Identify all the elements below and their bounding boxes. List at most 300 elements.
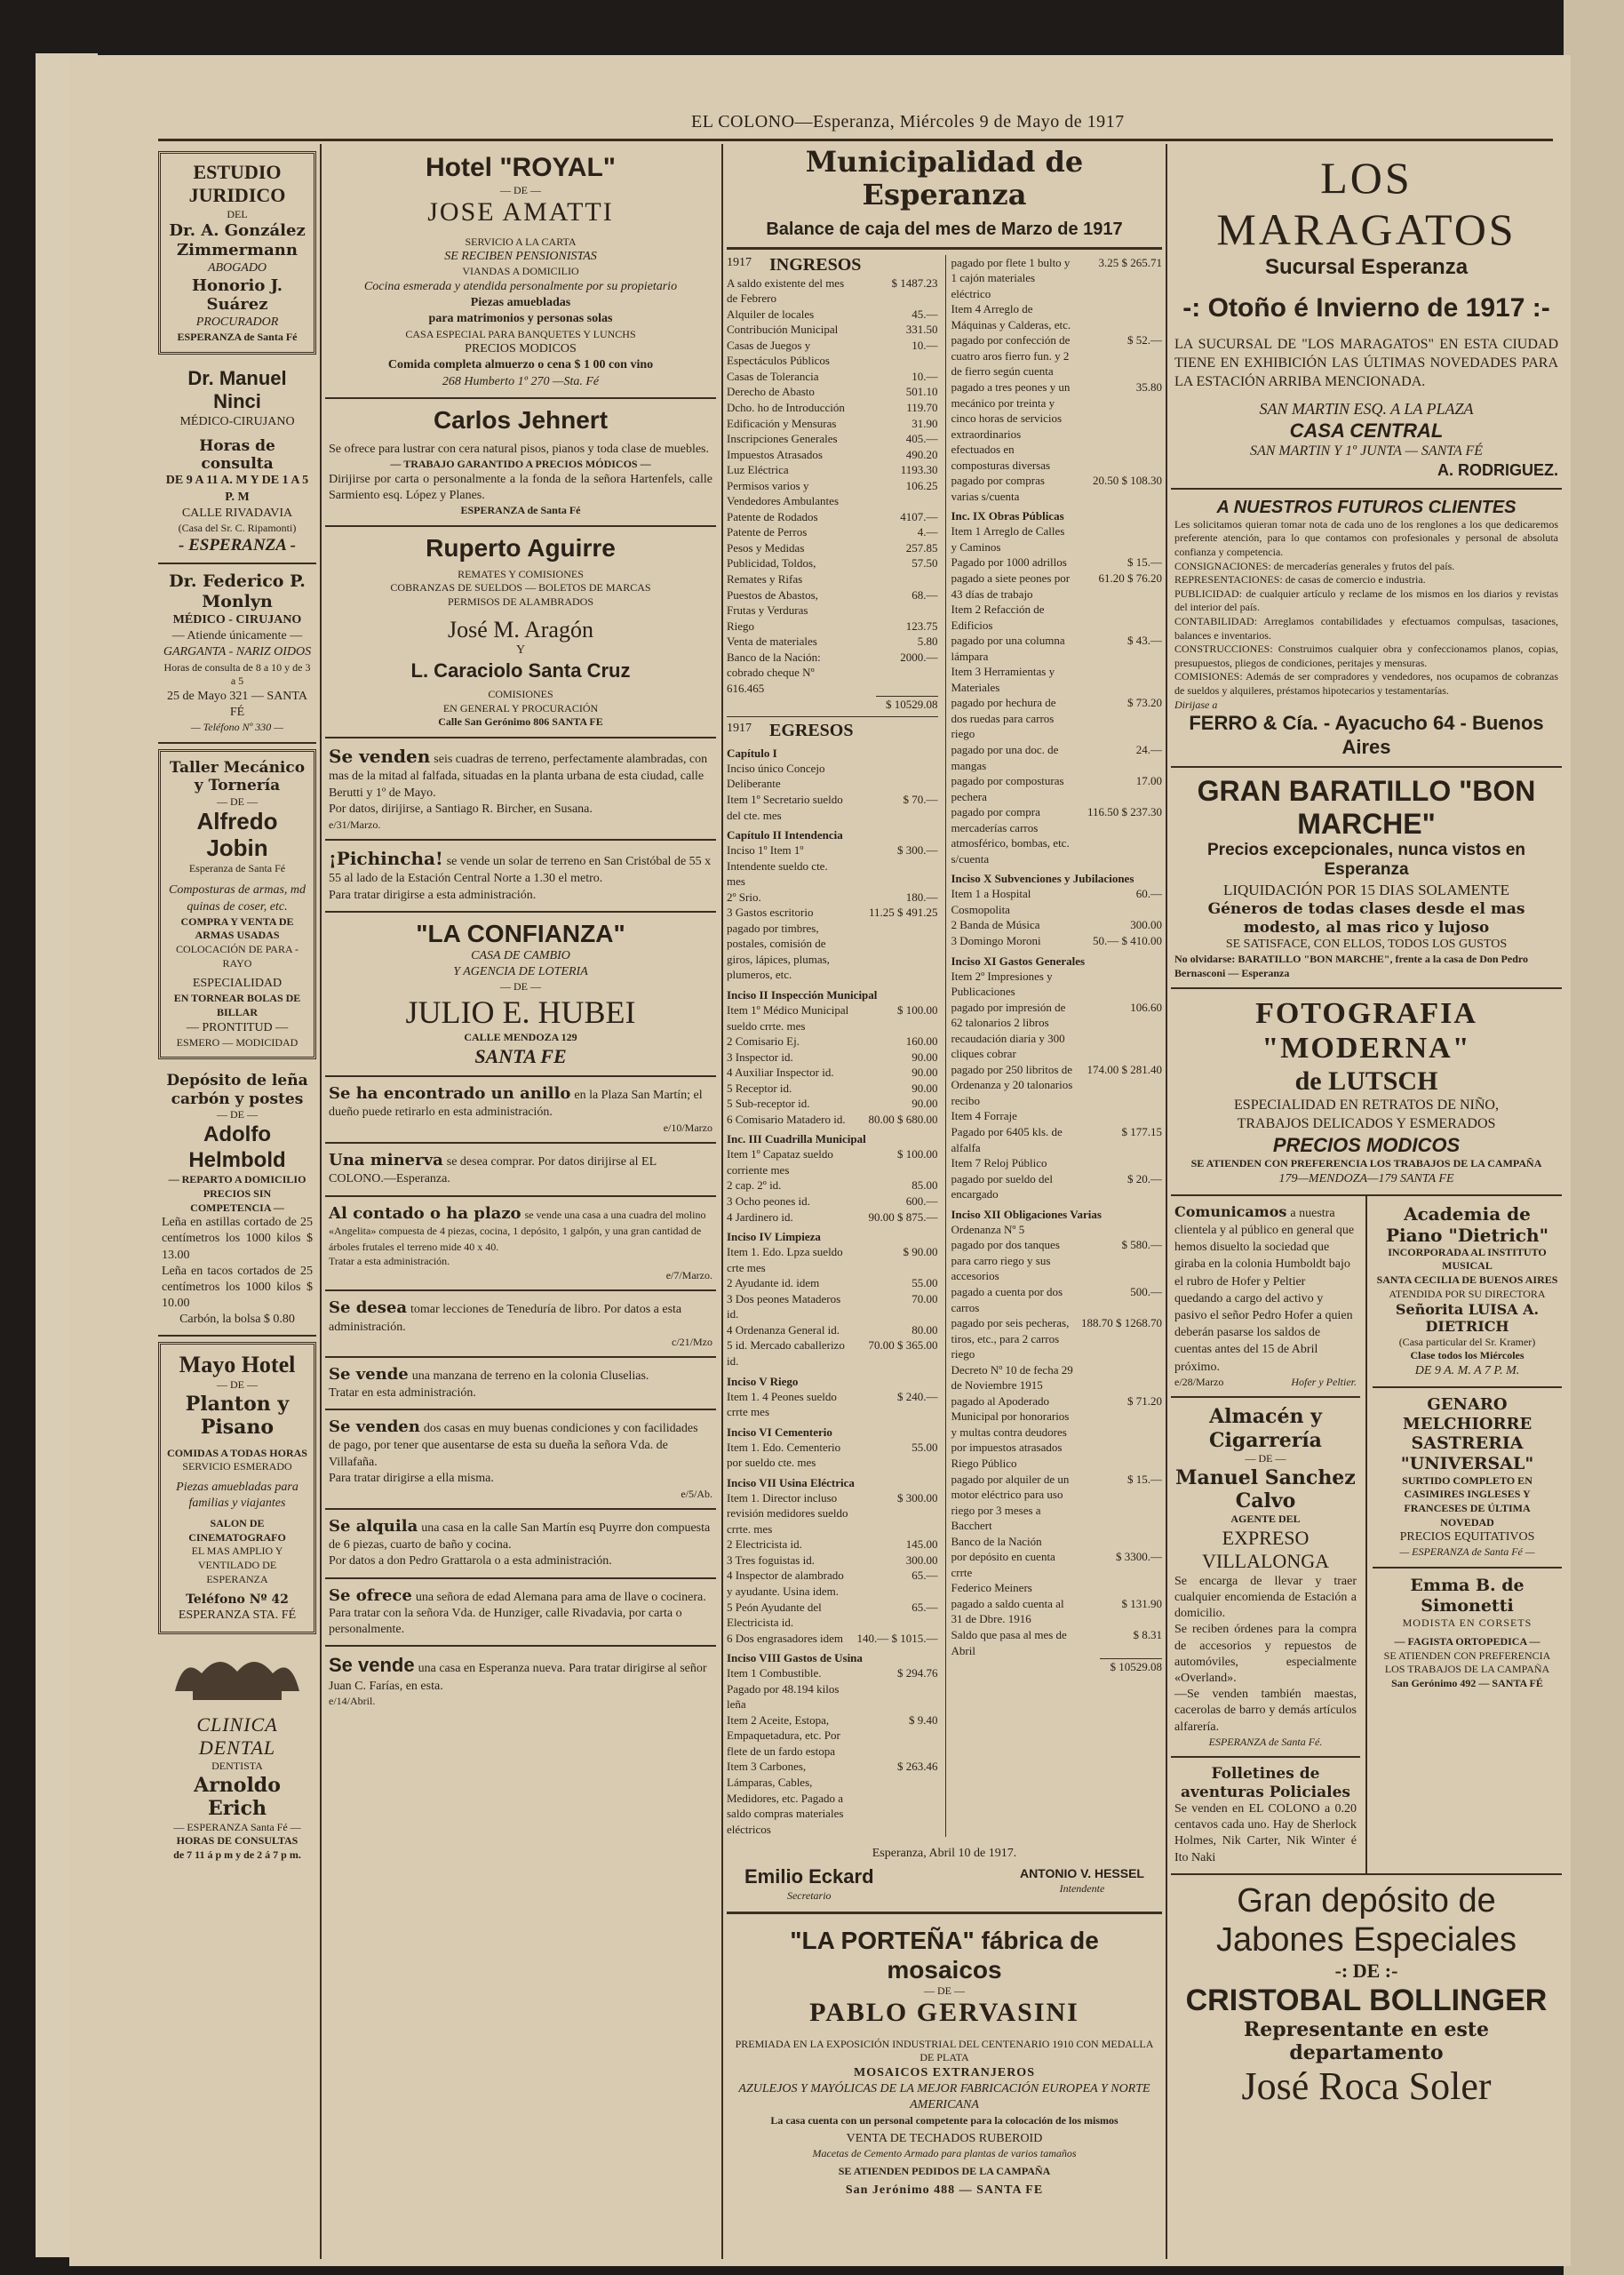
service-item: PUBLICIDAD: de cualquier artículo y reclame de los mismos en los diarios y revistas del interior del país. xyxy=(1174,587,1558,614)
classified-head: Al contado o ha plazo xyxy=(329,1203,521,1223)
ledger-row xyxy=(727,890,938,906)
classified-text: Para tratar con la señora Vda. de Hunziger, calle Rivadavia, por carta o personalmente. xyxy=(329,1606,682,1637)
ledger-row xyxy=(727,1209,938,1225)
ledger-row xyxy=(727,1050,938,1066)
ledger-label: pagado a tres peones y un mecánico por treinta y cinco horas de servicios extraordinarios efectuados en composturas diversas xyxy=(951,379,1071,472)
classified-ref: c/21/Mzo xyxy=(672,1335,712,1348)
ad-text: Horas de consulta xyxy=(199,436,275,474)
ledger-subsection: Inciso V Riego xyxy=(727,1374,799,1388)
ledger-value: 119.70 xyxy=(906,400,938,414)
ad-text: — DE — xyxy=(500,183,541,196)
ad-text: EN GENERAL Y PROCURACIÓN xyxy=(442,701,599,714)
ad-text: — Teléfono Nº 330 — xyxy=(191,721,283,734)
service-item: CONTABILIDAD: Arreglamos contabilidades y efectuamos compulsas, tasaciones, balances e inventarios. xyxy=(1174,615,1558,642)
ledger-value: 501.10 xyxy=(905,385,938,399)
ledger-label: Inscripciones Generales xyxy=(727,432,838,446)
ledger-value: $ 8.31 xyxy=(1133,1627,1162,1641)
ad-ninci xyxy=(158,360,316,565)
ad-name: CRISTOBAL BOLLINGER xyxy=(1185,1983,1548,2017)
split-left xyxy=(1171,1196,1367,1873)
ad-text: MÉDICO-CIRUJANO xyxy=(179,414,295,428)
page-header xyxy=(158,107,1553,141)
ledger-row xyxy=(727,1322,938,1338)
ledger-label: Impuestos Atrasados xyxy=(727,447,823,461)
signatures xyxy=(727,1862,1162,1906)
ad-text: SERVICIO ESMERADO xyxy=(182,1460,292,1473)
classified-head: Se vende xyxy=(329,1654,415,1677)
ledger-row xyxy=(727,1146,938,1177)
ledger-value: 3.25 $ 265.71 xyxy=(1098,255,1162,269)
ad-text: SE ATIENDEN CON PREFERENCIA LOS TRABAJOS DE LA CAMPAÑA xyxy=(1190,1157,1542,1170)
ad-title: Depósito de leña carbón y postes xyxy=(166,1072,308,1108)
ledger-label: pagado a siete peones por 43 días de trabajo xyxy=(951,571,1071,601)
ledger-value: 11.25 $ 491.25 xyxy=(868,906,938,920)
ledger-row xyxy=(727,1712,938,1760)
ad-name: Arnoldo Erich xyxy=(194,1774,281,1821)
ledger-value: 85.00 xyxy=(912,1178,938,1193)
classified-se-desea xyxy=(325,1291,716,1358)
ledger-label: Derecho de Abasto xyxy=(727,385,815,399)
ad-text: CASA DE CAMBIO xyxy=(471,948,570,962)
ledger-value: 106.25 xyxy=(905,478,938,492)
column-rule xyxy=(1166,144,1167,2259)
ledger-label: Alquiler de locales xyxy=(727,307,815,321)
classified-se-vende-casa xyxy=(325,1647,716,1715)
ad-text: Géneros de todas clases desde el mas modesto, al mas rico y lujoso xyxy=(1207,900,1525,937)
classified-manzana xyxy=(325,1358,716,1409)
ledger-label: pagado a cuenta por dos carros xyxy=(951,1284,1063,1314)
classified-se-venden xyxy=(325,738,716,841)
ledger-label: Item 7 Reloj Público xyxy=(951,1156,1047,1170)
ledger-value: 61.20 $ 76.20 xyxy=(1098,571,1162,585)
ledger-subsection: Inciso VI Cementerio xyxy=(727,1425,832,1439)
ledger-label: pagado por 250 libritos de Ordenanza y 20 talonarios recibo xyxy=(951,1062,1073,1107)
ledger-row xyxy=(727,587,938,619)
ledger-row xyxy=(727,792,938,823)
ledger-row xyxy=(951,969,1163,1000)
ledger-row xyxy=(951,1237,1163,1284)
ledger-value: 188.70 $ 1268.70 xyxy=(1081,1316,1162,1330)
ledger-value: $ 15.— xyxy=(1127,1472,1162,1486)
ledger-value: 4.— xyxy=(917,525,938,539)
ledger-row xyxy=(727,1553,938,1569)
ledger-label: 6 Comisario Matadero id. xyxy=(727,1112,846,1126)
ledger-row xyxy=(951,1222,1163,1238)
ad-name: Honorio J. Suárez xyxy=(191,275,283,315)
ledger-label: Pesos y Medidas xyxy=(727,540,805,555)
ledger-row xyxy=(727,416,938,432)
ledger-value: 4107.— xyxy=(900,509,938,523)
egresos-heading xyxy=(727,721,938,741)
ledger-value xyxy=(1077,523,1162,555)
ledger-row xyxy=(951,1393,1163,1456)
ledger-value: 5.80 xyxy=(917,635,938,649)
classified-head: Se ofrece xyxy=(329,1585,412,1605)
ledger-label: pagado por impresión de 62 talonarios 2 libros recaudación diaria y 300 cliques cobrar xyxy=(951,1000,1066,1061)
ledger-label: 4 Jardinero id. xyxy=(727,1209,793,1224)
ad-subtitle: Sucursal Esperanza xyxy=(1264,255,1469,279)
ad-academia-piano xyxy=(1373,1196,1562,1388)
classified-ref: e/14/Abril. xyxy=(329,1694,376,1707)
ledger-label: Permisos varios y Vendedores Ambulantes xyxy=(727,478,840,508)
ad-text: CASA CENTRAL xyxy=(1289,419,1444,443)
ad-title: Hotel "ROYAL" xyxy=(425,153,617,182)
ledger-row xyxy=(951,1580,1163,1596)
ledger-subsection: Inciso X Subvenciones y Jubilaciones xyxy=(951,872,1134,886)
ad-folletines xyxy=(1171,1758,1360,1873)
ledger-value: 70.00 xyxy=(912,1291,938,1305)
ad-name: JULIO E. HUBEI xyxy=(405,994,636,1030)
ledger-row xyxy=(727,447,938,463)
ledger-row xyxy=(727,619,938,635)
ad-text: 25 de Mayo 321 — SANTA FÉ xyxy=(167,689,307,719)
ledger-row xyxy=(727,524,938,540)
ingresos-list xyxy=(727,275,938,697)
ad-monlyn xyxy=(158,564,316,743)
ledger-value: 35.80 xyxy=(1135,379,1162,394)
ledger-label: Inciso 1º Item 1º Intendente sueldo cte. mes xyxy=(727,843,828,889)
ledger-label: pagado por una columna lámpara xyxy=(951,634,1065,663)
ledger-label: Riego Público xyxy=(951,1456,1017,1470)
ledger-subsection: Inciso VII Usina Eléctrica xyxy=(727,1475,855,1489)
ledger-label: 2 Ayudante id. idem xyxy=(727,1276,820,1290)
ad-estudio-juridico xyxy=(158,151,316,355)
ad-text: SAN MARTIN ESQ. A LA PLAZA xyxy=(1259,399,1474,418)
ad-text: HORAS DE CONSULTAS xyxy=(176,1834,299,1848)
ledger-row xyxy=(727,338,938,369)
ad-name: JOSE AMATTI xyxy=(427,197,614,228)
classified-head: ¡Pichincha! xyxy=(329,848,443,870)
ledger-subsection: Inciso II Inspección Municipal xyxy=(727,988,878,1002)
ledger-label: 3 Domingo Moroni xyxy=(951,934,1041,948)
ad-title: "LA PORTEÑA" fábrica de mosaicos xyxy=(790,1927,1099,1984)
ledger-value: 490.20 xyxy=(905,447,938,461)
ad-text: TRABAJOS DELICADOS Y ESMERADOS xyxy=(1237,1115,1496,1131)
ledger-value: 90.00 xyxy=(912,1066,938,1080)
ad-text: — TRABAJO GARANTIDO A PRECIOS MÓDICOS — xyxy=(390,458,651,471)
ledger-row xyxy=(727,540,938,556)
ledger-value: 2000.— xyxy=(900,650,938,664)
ad-text: Calle San Gerónimo 806 SANTA FE xyxy=(438,715,603,729)
ad-simonetti xyxy=(1373,1569,1562,1698)
classified-text: a nuestra clientela y al público en general que hemos disuelto la sociedad que giraba en la colonia Humboldt bajo el rubro de Hofer y Peltier quedando a cargo del activo y pasivo el señor Pedro Hofer a quien deberán pasarse los saldos de cuentas antes del 15 de Abril próximo. xyxy=(1174,1206,1355,1374)
ledger-label: 4 Inspector de alambrado y ayudante. Usina idem. xyxy=(727,1569,844,1598)
ad-text: DE 9 A 11 A. M Y DE 1 A 5 P. M xyxy=(165,474,309,504)
ad-text: — DE — xyxy=(217,794,258,808)
column-rule xyxy=(320,144,322,2259)
ad-text: PRECIOS EQUITATIVOS xyxy=(1399,1530,1535,1545)
ad-text: Comida completa almuerzo o cena $ 1 00 con vino xyxy=(387,358,654,372)
ad-text: A. RODRIGUEZ. xyxy=(1437,461,1558,480)
classified-head: Comunicamos xyxy=(1174,1202,1287,1220)
ledger-label: pagado por alquiler de un motor eléctrico para uso riego por 3 meses a Bacchert xyxy=(951,1472,1070,1533)
split-right xyxy=(1373,1196,1562,1873)
classified-text: una casa en la calle San Martín esq Puyrre don compuesta de 6 piezas, cuarto de baño y cocina. xyxy=(329,1521,711,1553)
egresos-list-right xyxy=(951,255,1163,1658)
ad-text: — REPARTO A DOMICILIO xyxy=(168,1173,306,1186)
ledger-label: pagado por una doc. de mangas xyxy=(951,743,1059,772)
ad-text: ESMERO — MODICIDAD xyxy=(176,1035,299,1049)
ledger-label: pagado por sueldo del encargado xyxy=(951,1171,1053,1201)
ledger-label: 2 cap. 2º id. xyxy=(727,1178,782,1193)
ledger-value: $ 90.00 xyxy=(903,1245,938,1259)
ledger-row xyxy=(951,695,1163,742)
ad-text: San Gerónimo 492 — SANTA FÉ xyxy=(1391,1676,1543,1689)
ledger-label: 2 Electricista id. xyxy=(727,1537,802,1552)
ad-name: Dr. Federico P. Monlyn xyxy=(169,571,306,612)
ledger-row xyxy=(727,1034,938,1050)
ad-name: Alfredo Jobin xyxy=(196,808,278,861)
column-4 xyxy=(1171,146,1562,2117)
classified-text: Para tratar dirigirse a ella misma. xyxy=(329,1472,494,1486)
ad-text: 268 Humberto 1º 270 —Sta. Fé xyxy=(442,374,600,388)
ad-name: Adolfo Helmbold xyxy=(188,1122,286,1172)
ledger-value: $ 177.15 xyxy=(1121,1125,1162,1139)
ledger-label: 2 Comisario Ej. xyxy=(727,1034,800,1049)
classified-signature: Hofer y Peltier. xyxy=(1291,1375,1357,1388)
ad-title: Ruperto Aguirre xyxy=(426,533,616,562)
ledger-row xyxy=(951,1062,1163,1109)
ad-text: — DE — xyxy=(217,1108,258,1122)
ad-text: — DE — xyxy=(500,980,541,994)
ledger-value: 70.00 $ 365.00 xyxy=(868,1338,938,1353)
ledger-label: A saldo existente del mes de Febrero xyxy=(727,275,845,306)
ledger-year: 1917 xyxy=(727,721,752,735)
ledger-value xyxy=(1077,1534,1162,1550)
ledger-label: pagado por dos tanques para carro riego y sus accesorios xyxy=(951,1238,1060,1283)
ledger-row xyxy=(727,1065,938,1081)
ad-text: PRECIOS SIN COMPETENCIA — xyxy=(190,1186,284,1214)
ad-text: — PRONTITUD — xyxy=(186,1020,289,1034)
ledger-row xyxy=(951,332,1163,379)
ad-name: Planton y Pisano xyxy=(185,1392,290,1440)
ad-futuros-clientes xyxy=(1171,490,1562,768)
ledger-label: 5 Receptor id. xyxy=(727,1081,792,1095)
classified-footer xyxy=(1174,1376,1357,1390)
next-page-edge xyxy=(1564,0,1624,2275)
municipal-heading xyxy=(727,146,1162,240)
ledger-label: pagado por confección de cuatro aros fierro fun. y 2 de fierro según cuenta xyxy=(951,333,1071,379)
ledger-value xyxy=(1077,969,1162,1000)
ledger-label: Banco de la Nación: cobrado cheque Nº 616.465 xyxy=(727,650,821,695)
ledger-row xyxy=(727,1291,938,1322)
ledger-value: 24.— xyxy=(1135,743,1162,756)
classified-ref: e/31/Marzo. xyxy=(329,818,381,831)
ledger-total: $ 10529.08 xyxy=(876,696,938,713)
ledger-label: 3 Inspector id. xyxy=(727,1050,793,1064)
ad-text: Y AGENCIA DE LOTERIA xyxy=(453,965,588,979)
classified-text: se desea comprar. Por datos dirijirse al EL COLONO.—Esperanza. xyxy=(329,1155,657,1186)
ad-text: PERMISOS DE ALAMBRADOS xyxy=(447,595,594,608)
ledger-label: Item 2º Impresiones y Publicaciones xyxy=(951,969,1053,999)
ledger-row xyxy=(951,886,1163,917)
egresos-total-row xyxy=(951,1658,1163,1675)
split-ads-row xyxy=(1171,1196,1562,1875)
ledger-row xyxy=(951,1108,1163,1124)
ledger-row xyxy=(727,1275,938,1291)
ad-la-confianza xyxy=(325,913,716,1078)
ad-text: EXPRESO VILLALONGA xyxy=(1202,1527,1329,1573)
ledger-row xyxy=(727,1537,938,1553)
newspaper-page xyxy=(69,55,1571,2266)
ledger-value: $ 240.— xyxy=(897,1389,938,1403)
ledger-label: 5 id. Mercado caballerizo id. xyxy=(727,1338,845,1368)
ad-text: (Casa particular del Sr. Kramer) xyxy=(1398,1335,1536,1348)
ad-text: Leña en astillas cortado de 25 centímetros los 1000 kilos $ 13.00 xyxy=(162,1216,313,1262)
ledger-label: Ordenanza Nº 5 xyxy=(951,1222,1025,1236)
ledger-label: Item 4 Forraje xyxy=(951,1109,1017,1123)
ledger-row xyxy=(951,933,1163,949)
ad-text: COMPRA Y VENTA DE ARMAS USADAS xyxy=(180,914,294,942)
ledger-label: Saldo que pasa al mes de Abril xyxy=(951,1627,1067,1657)
ledger-row xyxy=(727,462,938,478)
ledger-row xyxy=(727,431,938,447)
ledger-row xyxy=(951,917,1163,933)
ad-jehnert xyxy=(325,399,716,527)
ledger-row xyxy=(951,742,1163,773)
ledger-value: $ 1487.23 xyxy=(891,275,938,290)
classified-text: se vende una casa a una cuadra del molino «Angelita» compuesta de 4 piezas, cocina, 1 depósito, 1 galpón, y una gran cantidad de árboles frutales el terreno mide 40 x 40. xyxy=(329,1208,706,1254)
ad-title: LOS MARAGATOS xyxy=(1216,153,1517,254)
ad-text: — DE — xyxy=(924,1984,965,1997)
ad-text: Cocina esmerada y atendida personalmente por su propietario xyxy=(363,279,678,293)
ledger-row xyxy=(727,1440,938,1471)
ledger-label: Item 1. Edo. Lpza sueldo crte mes xyxy=(727,1245,843,1274)
ledger-label: Pagado por 6405 kls. de alfalfa xyxy=(951,1125,1063,1154)
rule xyxy=(727,1912,1162,1914)
ledger-row xyxy=(727,1112,938,1128)
classified-head: Se venden xyxy=(329,745,431,767)
ad-aguirre xyxy=(325,527,716,738)
ledger-label: 2 Banda de Música xyxy=(951,918,1040,932)
ledger-label: Casas de Tolerancia xyxy=(727,369,819,383)
signature-name: Emilio Eckard xyxy=(744,1865,874,1888)
ledger-label: Patente de Rodados xyxy=(727,509,818,523)
ledger-label: Item 1º Secretario sueldo del cte. mes xyxy=(727,793,843,822)
ad-text: (Casa del Sr. C. Ripamonti) xyxy=(178,522,297,535)
ad-text: ESPERANZA de Santa Fé xyxy=(460,504,581,517)
ad-text: 179—MENDOZA—179 SANTA FE xyxy=(1278,1171,1454,1185)
ledger-row xyxy=(727,1389,938,1420)
ad-text: CALLE RIVADAVIA xyxy=(181,506,293,520)
signature-role: Secretario xyxy=(786,1888,832,1902)
ledger-label: Item 1º Capataz sueldo corriente mes xyxy=(727,1147,833,1177)
ledger-section-title: EGRESOS xyxy=(769,720,854,740)
ledger-row xyxy=(727,634,938,650)
egresos-list-left xyxy=(727,746,938,1837)
ledger-label: 4 Ordenanza General id. xyxy=(727,1322,840,1337)
ledger-value: 17.00 xyxy=(1135,774,1162,788)
ledger-value: 31.90 xyxy=(912,416,938,430)
classified-ref: e/28/Marzo xyxy=(1174,1375,1224,1388)
ledger-value xyxy=(1077,1456,1162,1472)
classified-text: Tratar a esta administración. xyxy=(329,1255,450,1268)
ad-name: FERRO & Cía. - Ayacucho 64 - Buenos Aires xyxy=(1189,712,1544,758)
ledger-row xyxy=(951,664,1163,695)
ledger-row xyxy=(727,509,938,525)
ad-text: — FAGISTA ORTOPEDICA — xyxy=(1394,1635,1540,1648)
ledger-label: 5 Sub-receptor id. xyxy=(727,1097,810,1111)
ledger-value: 1193.30 xyxy=(900,463,938,477)
ledger-label: 2º Srio. xyxy=(727,890,761,904)
ledger-subsection: Inciso XI Gastos Generales xyxy=(951,954,1086,968)
classified-text: seis cuadras de terreno, perfectamente alambradas, con mas de la mitad al falfada, situadas en la planta urbana de esta ciudad, calle Berutti y 1º de Mayo. xyxy=(329,752,708,801)
ledger-label: Item 1 Combustible. Pagado por 48.194 kilos leña xyxy=(727,1666,840,1712)
ledger-label: pagado por seis pecheras, tiros, etc., para 2 carros riego xyxy=(951,1316,1070,1361)
ad-title: FOTOGRAFIA "MODERNA" xyxy=(1255,997,1477,1066)
ledger-value: 140.— $ 1015.— xyxy=(856,1631,938,1645)
ad-text: — ESPERANZA Santa Fé — xyxy=(173,1820,301,1833)
ledger-label: Item 1 a Hospital Cosmopolita xyxy=(951,887,1031,916)
ledger-value xyxy=(1077,1580,1162,1596)
ad-text: ESPERANZA de Santa Fé xyxy=(177,331,298,344)
ad-title: "LA CONFIANZA" xyxy=(416,919,625,947)
ledger-value: 300.00 xyxy=(905,1553,938,1567)
ad-text: AGENTE DEL xyxy=(1230,1513,1301,1526)
ledger-row xyxy=(951,1000,1163,1062)
ad-bon-marche xyxy=(1171,768,1562,989)
ledger-label: Federico Meiners xyxy=(951,1581,1032,1595)
ledger-label: por depósito en cuenta crrte xyxy=(951,1550,1055,1579)
ledger-row xyxy=(951,1456,1163,1472)
classified-plazo xyxy=(325,1197,716,1292)
ad-title: Mayo Hotel xyxy=(179,1352,296,1378)
ledger-value: 600.— xyxy=(905,1194,938,1209)
ledger-row xyxy=(951,804,1163,866)
ad-text: No olvidarse: BARATILLO "BON MARCHE", frente a la casa de Don Pedro Bernasconi — Esperanza xyxy=(1174,953,1528,979)
ledger-value xyxy=(1077,1155,1162,1171)
classified-minerva xyxy=(325,1144,716,1196)
ledger-row xyxy=(951,301,1163,332)
classified-text: se vende un solar de terreno en San Cristóbal de 55 x 55 al lado de la Estación Central Norte a 1.30 el metro. xyxy=(329,855,712,886)
ad-text: ESPECIALIDAD EN RETRATOS DE NIÑO, xyxy=(1234,1098,1499,1114)
rule xyxy=(727,716,938,717)
ledger-value: 65.— xyxy=(912,1600,938,1614)
ad-title: Jabones Especiales xyxy=(1216,1920,1517,1959)
ledger-section-title: INGRESOS xyxy=(769,254,862,275)
ledger-value: $ 300.00 xyxy=(897,1490,938,1505)
ledger-label: Dcho. ho de Introducción xyxy=(727,400,845,414)
ledger-subsection: Capítulo I xyxy=(727,746,777,760)
ledger-value xyxy=(853,761,938,792)
ad-title: Gran depósito de xyxy=(1237,1881,1496,1920)
ad-text: ESPERANZA STA. FÉ xyxy=(178,1608,297,1623)
classified-text: en la Plaza San Martín; el dueño puede retirarlo en esta administración. xyxy=(329,1089,703,1120)
ad-title: Academia de Piano "Dietrich" xyxy=(1385,1202,1549,1246)
classified-head: Se desea xyxy=(329,1298,408,1318)
ad-text: MOSAICOS EXTRANJEROS xyxy=(854,2066,1035,2079)
ad-name: L. Caraciolo Santa Cruz xyxy=(410,659,631,682)
classified-ref: e/7/Marzo. xyxy=(665,1268,712,1281)
ledger-row xyxy=(951,1362,1163,1393)
ledger-label: Edificación y Mensuras xyxy=(727,416,837,430)
ad-text: para matrimonios y personas solas xyxy=(428,312,613,326)
ad-text: La casa cuenta con un personal competente para la colocación de los mismos xyxy=(770,2113,1118,2127)
ad-title: ESTUDIO JURIDICO xyxy=(188,161,286,207)
ad-text: Se ofrece para lustrar con cera natural pisos, pianos y toda clase de muebles. xyxy=(329,442,709,456)
ad-text: Macetas de Cemento Armado para plantas de varios tamaños xyxy=(812,2147,1077,2160)
ad-text: SURTIDO COMPLETO EN CASIMIRES INGLESES Y FRANCESES DE ÚLTIMA NOVEDAD xyxy=(1402,1473,1532,1529)
ledger-right xyxy=(945,255,1163,1838)
ledger-row xyxy=(951,1155,1163,1171)
ad-text: COMIDAS A TODAS HORAS xyxy=(167,1446,307,1459)
ledger-value: $ 20.— xyxy=(1127,1171,1162,1185)
classified-text: Por datos, dirijirse, a Santiago R. Bircher, en Susana. xyxy=(329,802,593,817)
ad-text: - ESPERANZA - xyxy=(179,535,296,555)
section-subtitle: Balance de caja del mes de Marzo de 1917 xyxy=(766,219,1123,239)
ledger-label: Item 2 Aceite, Estopa, Empaquetadura, etc. Por flete de un fardo estopa xyxy=(727,1712,840,1758)
ledger-row xyxy=(727,1096,938,1112)
